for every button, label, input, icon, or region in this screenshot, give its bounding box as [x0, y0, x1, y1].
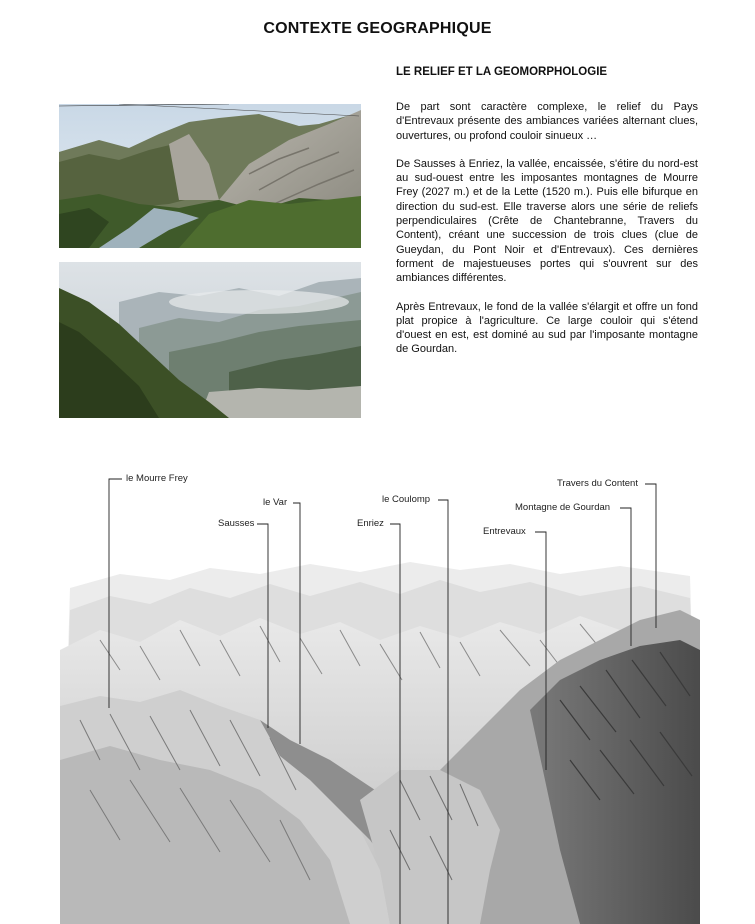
- paragraph-3: Après Entrevaux, le fond de la vallée s'élargit et offre un fond plat propice à l'agriculture. Ce large couloir qui s'étend d'ouest en est, est dominé au sud par l'imposante montagne de Gourdan.: [396, 300, 698, 356]
- body-text: [396, 100, 698, 371]
- relief-sketch: [60, 470, 700, 924]
- label-sausses: Sausses: [218, 518, 255, 529]
- paragraph-1: De part sont caractère complexe, le relief du Pays d'Entrevaux présente des ambiances variées alternant clues, ouvertures, ou profond couloir sinueux …: [396, 101, 698, 142]
- label-travers-du-content: Travers du Content: [557, 478, 638, 489]
- paragraph-2: De Sausses à Enriez, la vallée, encaissée, s'étire du nord-est au sud-ouest entre les imposantes montagnes de Mourre Frey (2027 m.) et de la Lette (1520 m.). Puis elle bifurque en direction du sud-est. Elle traverse alors une série de reliefs perpendiculaires (Crête de Chantebranne, Travers du Content), créant une succession de trois clues (clue de Gueydan, du Pont Noir et d'Entrevaux). Ces dernières forment de majestueuses portes qui s'ouvrent sur des ambiances différentes.: [396, 157, 698, 285]
- label-le-var: le Var: [263, 497, 288, 508]
- section-heading: LE RELIEF ET LA GEOMORPHOLOGIE: [396, 66, 608, 78]
- label-mourre-frey: le Mourre Frey: [126, 473, 188, 484]
- label-entrevaux: Entrevaux: [483, 526, 526, 537]
- label-montagne-de-gourdan: Montagne de Gourdan: [515, 502, 611, 513]
- label-le-coulomp: le Coulomp: [382, 494, 431, 505]
- photo-gorge: [59, 104, 361, 248]
- page-title: CONTEXTE GEOGRAPHIQUE: [263, 20, 492, 37]
- label-enriez: Enriez: [357, 518, 384, 529]
- photo-valley: [59, 262, 361, 418]
